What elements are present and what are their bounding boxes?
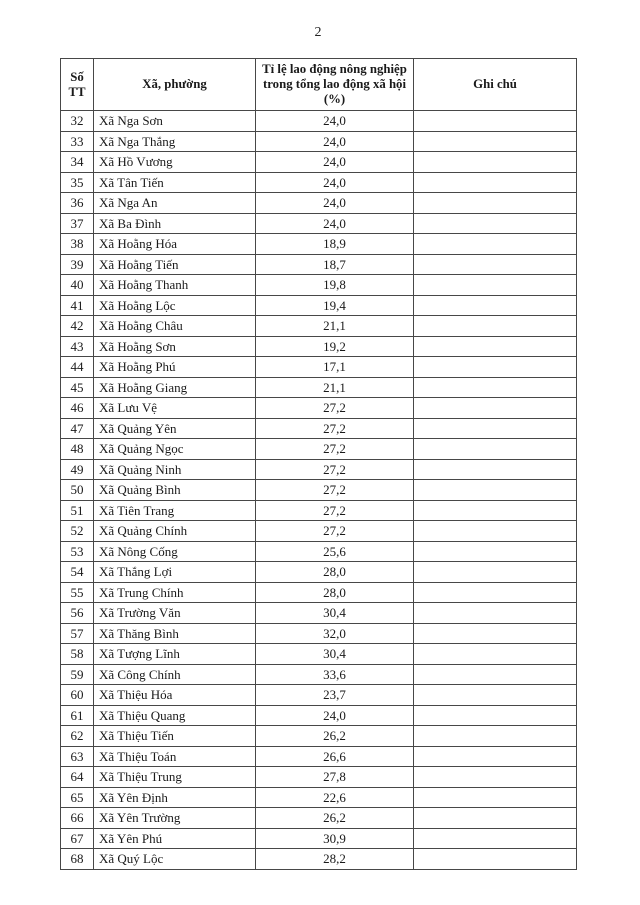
row-number-cell: 42: [61, 316, 94, 337]
note-cell: [414, 787, 577, 808]
row-number-cell: 63: [61, 746, 94, 767]
percentage-cell: 22,6: [256, 787, 414, 808]
note-cell: [414, 316, 577, 337]
note-cell: [414, 603, 577, 624]
note-cell: [414, 808, 577, 829]
row-number-cell: 68: [61, 849, 94, 870]
percentage-cell: 18,7: [256, 254, 414, 275]
percentage-cell: 28,0: [256, 582, 414, 603]
commune-name-cell: Xã Tân Tiến: [94, 172, 256, 193]
commune-name-cell: Xã Lưu Vệ: [94, 398, 256, 419]
commune-name-cell: Xã Nga Sơn: [94, 111, 256, 132]
note-cell: [414, 726, 577, 747]
table-row: [61, 787, 577, 808]
percentage-cell: 28,0: [256, 562, 414, 583]
commune-name-cell: Xã Nông Cống: [94, 541, 256, 562]
row-number-cell: 37: [61, 213, 94, 234]
note-cell: [414, 377, 577, 398]
percentage-cell: 27,2: [256, 459, 414, 480]
percentage-cell: 27,2: [256, 398, 414, 419]
commune-name-cell: Xã Hoằng Châu: [94, 316, 256, 337]
note-cell: [414, 664, 577, 685]
row-number-cell: 56: [61, 603, 94, 624]
note-cell: [414, 644, 577, 665]
note-cell: [414, 295, 577, 316]
percentage-cell: 30,4: [256, 644, 414, 665]
note-cell: [414, 398, 577, 419]
note-cell: [414, 849, 577, 870]
percentage-cell: 24,0: [256, 131, 414, 152]
commune-name-cell: Xã Hoằng Hóa: [94, 234, 256, 255]
percentage-cell: 18,9: [256, 234, 414, 255]
table-header: [61, 59, 577, 111]
commune-name-cell: Xã Thiệu Toán: [94, 746, 256, 767]
row-number-cell: 36: [61, 193, 94, 214]
table-row: [61, 418, 577, 439]
percentage-cell: 19,4: [256, 295, 414, 316]
percentage-cell: 27,8: [256, 767, 414, 788]
row-number-cell: 58: [61, 644, 94, 665]
percentage-cell: 27,2: [256, 521, 414, 542]
commune-name-cell: Xã Hoằng Tiến: [94, 254, 256, 275]
table-row: [61, 562, 577, 583]
commune-name-cell: Xã Quảng Yên: [94, 418, 256, 439]
percentage-cell: 24,0: [256, 111, 414, 132]
table-row: [61, 480, 577, 501]
table-row: [61, 275, 577, 296]
row-number-cell: 49: [61, 459, 94, 480]
table-row: [61, 439, 577, 460]
row-number-cell: 60: [61, 685, 94, 706]
note-cell: [414, 336, 577, 357]
row-number-cell: 46: [61, 398, 94, 419]
table-header-row: [61, 59, 577, 111]
table-row: [61, 357, 577, 378]
note-cell: [414, 541, 577, 562]
percentage-cell: 24,0: [256, 152, 414, 173]
percentage-cell: 26,2: [256, 808, 414, 829]
commune-name-cell: Xã Yên Phú: [94, 828, 256, 849]
table-body: [61, 111, 577, 870]
percentage-cell: 24,0: [256, 193, 414, 214]
row-number-cell: 51: [61, 500, 94, 521]
table-row: [61, 500, 577, 521]
note-cell: [414, 582, 577, 603]
note-cell: [414, 234, 577, 255]
percentage-cell: 32,0: [256, 623, 414, 644]
row-number-cell: 55: [61, 582, 94, 603]
commune-name-cell: Xã Thiệu Hóa: [94, 685, 256, 706]
commune-name-cell: Xã Quảng Ngọc: [94, 439, 256, 460]
row-number-cell: 44: [61, 357, 94, 378]
row-number-cell: 52: [61, 521, 94, 542]
table-row: [61, 377, 577, 398]
table-row: [61, 541, 577, 562]
commune-name-cell: Xã Quảng Bình: [94, 480, 256, 501]
table-row: [61, 623, 577, 644]
commune-name-cell: Xã Tượng Lĩnh: [94, 644, 256, 665]
commune-name-cell: Xã Hoằng Thanh: [94, 275, 256, 296]
row-number-cell: 61: [61, 705, 94, 726]
note-cell: [414, 254, 577, 275]
row-number-cell: 48: [61, 439, 94, 460]
percentage-cell: 33,6: [256, 664, 414, 685]
row-number-cell: 57: [61, 623, 94, 644]
commune-name-cell: Xã Nga An: [94, 193, 256, 214]
table-row: [61, 808, 577, 829]
row-number-cell: 32: [61, 111, 94, 132]
commune-name-cell: Xã Thiệu Trung: [94, 767, 256, 788]
note-cell: [414, 439, 577, 460]
note-cell: [414, 746, 577, 767]
commune-name-cell: Xã Quảng Chính: [94, 521, 256, 542]
table-row: [61, 521, 577, 542]
row-number-cell: 34: [61, 152, 94, 173]
percentage-cell: 21,1: [256, 316, 414, 337]
table-row: [61, 664, 577, 685]
percentage-cell: 27,2: [256, 480, 414, 501]
note-cell: [414, 213, 577, 234]
table-row: [61, 398, 577, 419]
commune-name-cell: Xã Hoằng Lộc: [94, 295, 256, 316]
note-cell: [414, 828, 577, 849]
commune-name-cell: Xã Hoằng Phú: [94, 357, 256, 378]
row-number-cell: 38: [61, 234, 94, 255]
percentage-cell: 27,2: [256, 500, 414, 521]
note-cell: [414, 500, 577, 521]
table-row: [61, 705, 577, 726]
table-row: [61, 234, 577, 255]
column-header-stt: Số TT: [61, 59, 94, 111]
row-number-cell: 50: [61, 480, 94, 501]
percentage-cell: 26,2: [256, 726, 414, 747]
note-cell: [414, 131, 577, 152]
table-row: [61, 193, 577, 214]
row-number-cell: 43: [61, 336, 94, 357]
column-header-commune: Xã, phường: [94, 59, 256, 111]
commune-name-cell: Xã Ba Đình: [94, 213, 256, 234]
table-row: [61, 295, 577, 316]
row-number-cell: 64: [61, 767, 94, 788]
note-cell: [414, 685, 577, 706]
table-row: [61, 582, 577, 603]
commune-name-cell: Xã Công Chính: [94, 664, 256, 685]
note-cell: [414, 111, 577, 132]
commune-name-cell: Xã Thăng Bình: [94, 623, 256, 644]
commune-name-cell: Xã Nga Thắng: [94, 131, 256, 152]
row-number-cell: 62: [61, 726, 94, 747]
commune-name-cell: Xã Quý Lộc: [94, 849, 256, 870]
commune-name-cell: Xã Thắng Lợi: [94, 562, 256, 583]
table-row: [61, 603, 577, 624]
note-cell: [414, 562, 577, 583]
note-cell: [414, 275, 577, 296]
row-number-cell: 54: [61, 562, 94, 583]
percentage-cell: 24,0: [256, 213, 414, 234]
table-row: [61, 172, 577, 193]
note-cell: [414, 172, 577, 193]
commune-name-cell: Xã Trường Văn: [94, 603, 256, 624]
commune-name-cell: Xã Tiên Trang: [94, 500, 256, 521]
table-row: [61, 849, 577, 870]
commune-name-cell: Xã Hồ Vương: [94, 152, 256, 173]
percentage-cell: 24,0: [256, 705, 414, 726]
note-cell: [414, 418, 577, 439]
commune-name-cell: Xã Thiệu Quang: [94, 705, 256, 726]
table-row: [61, 316, 577, 337]
table-row: [61, 685, 577, 706]
commune-name-cell: Xã Thiệu Tiến: [94, 726, 256, 747]
note-cell: [414, 152, 577, 173]
percentage-cell: 27,2: [256, 439, 414, 460]
table-row: [61, 726, 577, 747]
column-header-percentage: Tỉ lệ lao động nông nghiệp trong tổng lao động xã hội (%): [256, 59, 414, 111]
row-number-cell: 41: [61, 295, 94, 316]
percentage-cell: 25,6: [256, 541, 414, 562]
page-number: 2: [314, 25, 322, 40]
table-row: [61, 644, 577, 665]
row-number-cell: 53: [61, 541, 94, 562]
percentage-cell: 21,1: [256, 377, 414, 398]
commune-name-cell: Xã Quảng Ninh: [94, 459, 256, 480]
commune-name-cell: Xã Hoằng Giang: [94, 377, 256, 398]
row-number-cell: 67: [61, 828, 94, 849]
note-cell: [414, 480, 577, 501]
row-number-cell: 66: [61, 808, 94, 829]
table-row: [61, 131, 577, 152]
commune-name-cell: Xã Yên Trường: [94, 808, 256, 829]
percentage-cell: 26,6: [256, 746, 414, 767]
row-number-cell: 65: [61, 787, 94, 808]
table-row: [61, 459, 577, 480]
table-row: [61, 828, 577, 849]
note-cell: [414, 459, 577, 480]
table-row: [61, 746, 577, 767]
percentage-cell: 30,9: [256, 828, 414, 849]
commune-labor-table: [60, 58, 577, 870]
row-number-cell: 40: [61, 275, 94, 296]
note-cell: [414, 623, 577, 644]
percentage-cell: 19,8: [256, 275, 414, 296]
commune-name-cell: Xã Hoằng Sơn: [94, 336, 256, 357]
row-number-cell: 59: [61, 664, 94, 685]
percentage-cell: 17,1: [256, 357, 414, 378]
note-cell: [414, 357, 577, 378]
note-cell: [414, 767, 577, 788]
row-number-cell: 33: [61, 131, 94, 152]
note-cell: [414, 705, 577, 726]
table-row: [61, 152, 577, 173]
row-number-cell: 47: [61, 418, 94, 439]
column-header-note: Ghi chú: [414, 59, 577, 111]
percentage-cell: 27,2: [256, 418, 414, 439]
percentage-cell: 19,2: [256, 336, 414, 357]
table-row: [61, 767, 577, 788]
note-cell: [414, 193, 577, 214]
note-cell: [414, 521, 577, 542]
percentage-cell: 30,4: [256, 603, 414, 624]
percentage-cell: 28,2: [256, 849, 414, 870]
table-row: [61, 336, 577, 357]
table-row: [61, 254, 577, 275]
commune-name-cell: Xã Trung Chính: [94, 582, 256, 603]
row-number-cell: 39: [61, 254, 94, 275]
percentage-cell: 23,7: [256, 685, 414, 706]
row-number-cell: 35: [61, 172, 94, 193]
commune-name-cell: Xã Yên Định: [94, 787, 256, 808]
percentage-cell: 24,0: [256, 172, 414, 193]
table-row: [61, 111, 577, 132]
row-number-cell: 45: [61, 377, 94, 398]
table-row: [61, 213, 577, 234]
